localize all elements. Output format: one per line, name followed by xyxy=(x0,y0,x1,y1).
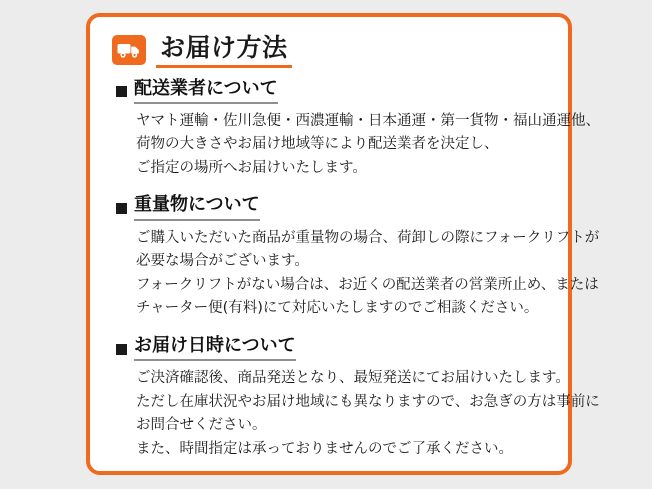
text-line: また、時間指定は承っておりませんのでご了承ください。 xyxy=(136,440,513,457)
text-line: チャーター便(有料)にて対応いたしますのでご相談ください。 xyxy=(136,300,539,317)
section-heavy-goods-title: 重量物について xyxy=(134,194,260,221)
page-title: お届け方法 xyxy=(156,33,292,68)
text-line: 必要な場合がございます。 xyxy=(136,253,309,270)
truck-icon xyxy=(112,35,146,65)
section-carrier-header xyxy=(116,78,550,105)
text-line: 荷物の大きさやお届け地域等により配送業者を決定し、 xyxy=(136,136,499,153)
panel-header xyxy=(112,33,550,68)
section-carrier-body xyxy=(136,110,600,180)
square-bullet-icon xyxy=(116,203,127,214)
delivery-method-panel xyxy=(86,13,600,475)
section-delivery-date-title: お届け日時について xyxy=(134,335,296,362)
text-line: ただし在庫状況やお届け地域にも異なりますので、お急ぎの方は事前に xyxy=(136,393,600,410)
section-carrier xyxy=(110,77,600,181)
section-delivery-date-header xyxy=(116,335,550,362)
text-line: お問合せください。 xyxy=(136,417,267,434)
text-line: ヤマト運輸・佐川急便・西濃運輸・日本通運・第一貨物・福山通運他、 xyxy=(136,113,600,129)
text-line: ご決済確認後、商品発送となり、最短発送にてお届けいたします。 xyxy=(136,370,570,387)
text-line: ご購入いただいた商品が重量物の場合、荷卸しの際にフォークリフトが xyxy=(136,229,600,246)
section-delivery-date-body xyxy=(136,367,600,461)
section-heavy-goods-header xyxy=(116,194,550,221)
section-heavy-goods xyxy=(110,194,600,320)
section-heavy-goods-body xyxy=(136,227,600,321)
section-delivery-date xyxy=(110,334,600,461)
section-carrier-title: 配送業者について xyxy=(134,78,278,105)
square-bullet-icon xyxy=(116,344,127,355)
text-line: ご指定の場所へお届けいたします。 xyxy=(136,159,367,176)
text-line: フォークリフトがない場合は、お近くの配送業者の営業所止め、または xyxy=(136,276,599,293)
square-bullet-icon xyxy=(116,86,127,97)
